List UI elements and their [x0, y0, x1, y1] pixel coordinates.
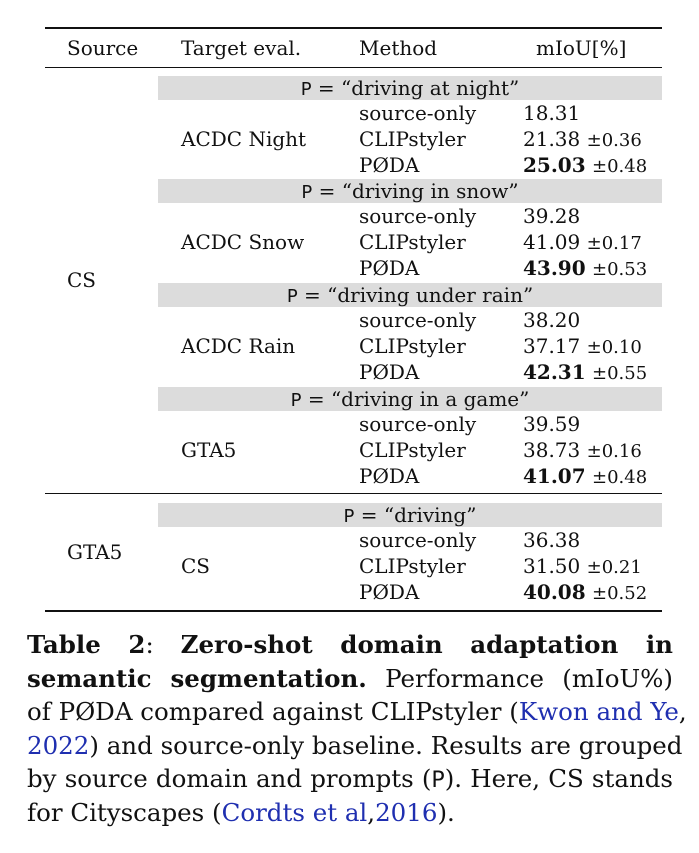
- miou-value: 39.28: [523, 204, 581, 228]
- miou-std: ±0.48: [592, 466, 648, 488]
- prompt-band: [158, 179, 662, 203]
- method-cell: CLIPstyler: [359, 229, 466, 254]
- prompt-symbol: P: [286, 286, 298, 307]
- value-cell: [523, 153, 647, 179]
- value-cell: [523, 464, 647, 490]
- value-cell: [523, 334, 642, 360]
- value-cell: [523, 230, 642, 256]
- miou-std: ±0.48: [592, 155, 648, 177]
- method-cell: PØDA: [359, 152, 420, 177]
- value-cell: [523, 101, 580, 125]
- citation-kwon-year[interactable]: 2022: [27, 730, 90, 760]
- miou-value: 41.07: [523, 463, 586, 488]
- miou-std: ±0.16: [586, 440, 642, 462]
- miou-value: 42.31: [523, 359, 586, 384]
- bottom-rule: [45, 610, 662, 612]
- caption-text-c: ) and source-only baseline. Results are grouped: [89, 730, 683, 760]
- caption-prompt-symbol: P: [431, 768, 445, 793]
- caption-label: Table 2: [27, 630, 146, 659]
- method-cell: PØDA: [359, 579, 420, 604]
- value-cell: [523, 438, 642, 464]
- target-cell: GTA5: [181, 437, 237, 462]
- citation-cordts-year[interactable]: 2016: [375, 797, 438, 827]
- prompt-text: = “driving under rain”: [304, 283, 534, 307]
- header-rule: [45, 67, 662, 68]
- header-target: Target eval.: [181, 36, 302, 60]
- prompt-symbol: P: [343, 506, 355, 527]
- miou-std: ±0.36: [586, 129, 642, 151]
- value-cell: [523, 412, 580, 436]
- caption-text-a: Performance (mIoU%): [385, 663, 673, 693]
- prompt-text: = “driving at night”: [317, 76, 520, 100]
- value-cell: [523, 127, 642, 153]
- caption-title-2: semantic segmentation.: [27, 663, 367, 693]
- group-rule: [45, 493, 662, 494]
- miou-std: ±0.52: [592, 582, 648, 604]
- prompt-symbol: P: [301, 182, 313, 203]
- header-source: Source: [67, 36, 139, 60]
- target-cell: CS: [181, 553, 211, 578]
- method-cell: source-only: [359, 204, 477, 228]
- caption-text-b: of PØDA compared against CLIPstyler (: [27, 697, 519, 726]
- method-cell: source-only: [359, 101, 477, 125]
- value-cell: [523, 554, 642, 580]
- prompt-text: = “driving in snow”: [318, 179, 519, 203]
- caption-text-d: by source domain and prompts (: [27, 764, 432, 793]
- method-cell: source-only: [359, 412, 477, 436]
- value-cell: [523, 580, 647, 606]
- miou-value: 36.38: [523, 528, 581, 552]
- cite-sep-1: ,: [678, 697, 687, 726]
- miou-std: ±0.55: [592, 362, 648, 384]
- value-cell: [523, 308, 580, 332]
- miou-value: 25.03: [523, 152, 586, 177]
- citation-cordts[interactable]: Cordts et al: [221, 797, 368, 827]
- target-cell: ACDC Snow: [181, 229, 305, 254]
- prompt-band: [158, 76, 662, 100]
- miou-std: ±0.17: [586, 232, 642, 254]
- miou-std: ±0.21: [586, 556, 642, 578]
- miou-value: 37.17: [523, 333, 581, 358]
- miou-value: 41.09: [523, 229, 581, 254]
- miou-value: 43.90: [523, 255, 586, 280]
- value-cell: [523, 256, 647, 282]
- method-cell: PØDA: [359, 359, 420, 384]
- value-cell: [523, 528, 580, 552]
- prompt-text: = “driving”: [360, 503, 477, 527]
- method-cell: source-only: [359, 308, 477, 332]
- prompt-text: = “driving in a game”: [307, 387, 530, 411]
- source-cell: CS: [67, 268, 97, 292]
- value-cell: [523, 204, 580, 228]
- caption-colon: :: [145, 630, 154, 659]
- miou-std: ±0.53: [592, 258, 648, 280]
- caption-title-1: Zero-shot domain adaptation in: [180, 630, 673, 659]
- prompt-band: [158, 387, 662, 411]
- method-cell: PØDA: [359, 255, 420, 280]
- method-cell: CLIPstyler: [359, 126, 466, 151]
- header-miou: mIoU[%]: [536, 36, 627, 60]
- source-cell: GTA5: [67, 540, 123, 564]
- miou-std: ±0.10: [586, 336, 642, 358]
- target-cell: ACDC Rain: [181, 333, 296, 358]
- method-cell: PØDA: [359, 463, 420, 488]
- method-cell: source-only: [359, 528, 477, 552]
- table-caption: [27, 628, 687, 829]
- value-cell: [523, 360, 647, 386]
- caption-text-f: for Cityscapes (: [27, 797, 222, 827]
- miou-value: 39.59: [523, 412, 581, 436]
- header-method: Method: [359, 36, 438, 60]
- miou-value: 21.38: [523, 126, 581, 151]
- miou-value: 38.20: [523, 308, 581, 332]
- miou-value: 18.31: [523, 101, 581, 125]
- miou-value: 31.50: [523, 553, 581, 578]
- prompt-symbol: P: [290, 390, 302, 411]
- cite-sep-2: ,: [367, 797, 376, 827]
- method-cell: CLIPstyler: [359, 437, 466, 462]
- caption-text-e: ). Here, CS stands: [444, 764, 673, 793]
- prompt-symbol: P: [300, 79, 312, 100]
- method-cell: CLIPstyler: [359, 333, 466, 358]
- top-rule: [45, 27, 662, 29]
- miou-value: 40.08: [523, 579, 586, 604]
- target-cell: ACDC Night: [181, 126, 307, 151]
- prompt-band: [158, 283, 662, 307]
- citation-kwon[interactable]: Kwon and Ye: [518, 697, 679, 726]
- method-cell: CLIPstyler: [359, 553, 466, 578]
- caption-text-g: ).: [437, 797, 455, 827]
- prompt-band: [158, 503, 662, 527]
- miou-value: 38.73: [523, 437, 581, 462]
